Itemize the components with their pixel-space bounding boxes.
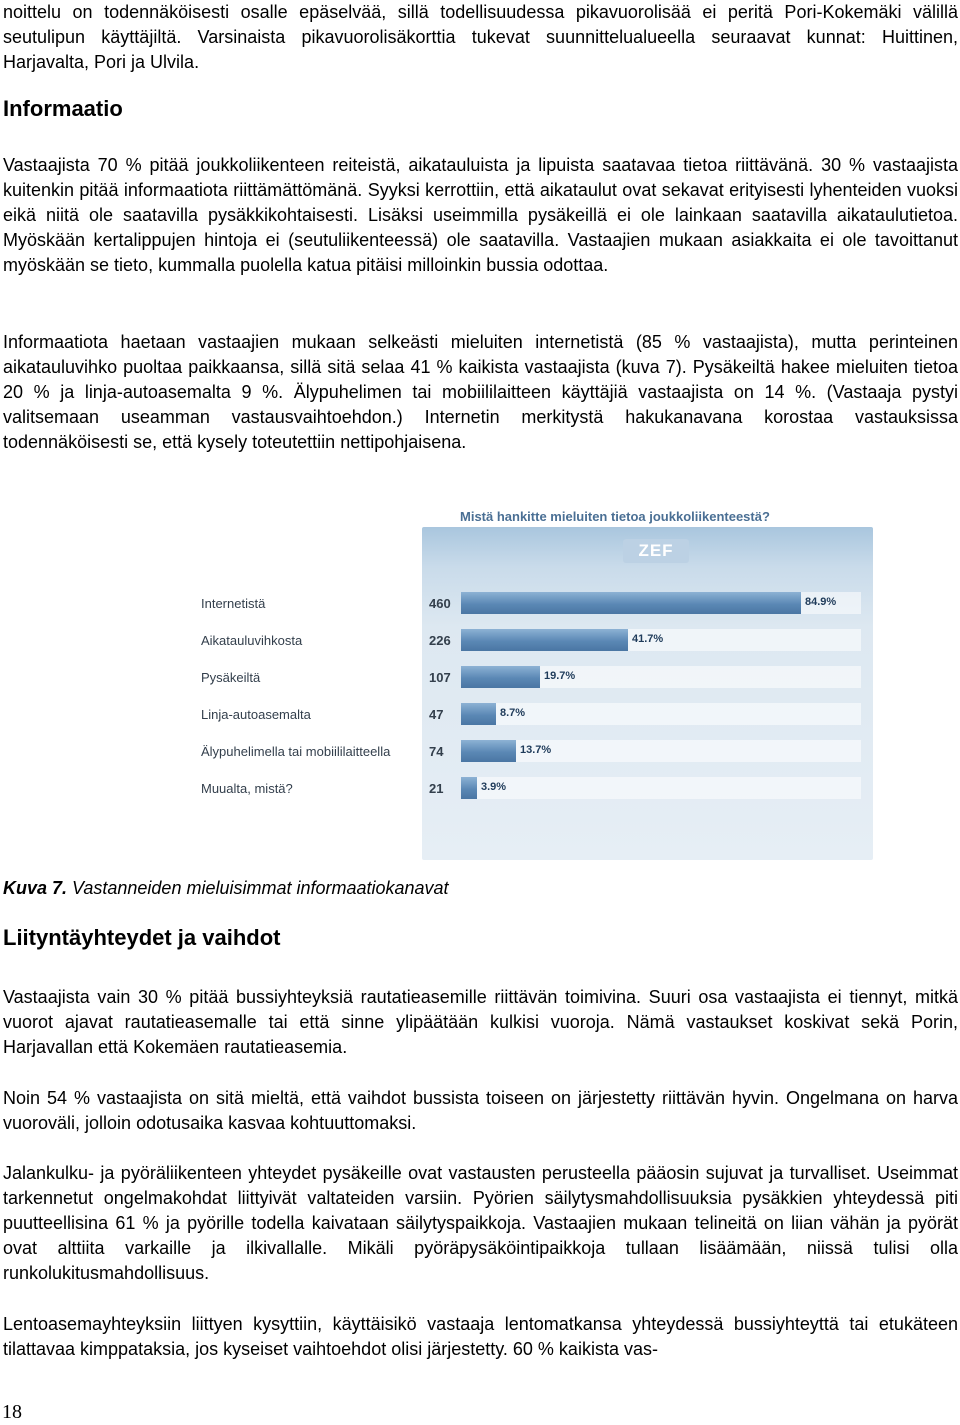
chart-count-label: 107: [429, 670, 451, 685]
paragraph-rail: [3, 985, 958, 1060]
chart-count-label: 74: [429, 744, 444, 759]
chart-panel: [422, 527, 873, 860]
paragraph-channels: [3, 330, 958, 455]
chart-count-label: 460: [429, 596, 451, 611]
section-heading: Informaatio: [3, 96, 123, 121]
chart-bar-track: [461, 703, 861, 725]
chart-count-label: 21: [429, 781, 444, 796]
paragraph-information: [3, 153, 958, 278]
chart-bar-track: [461, 777, 861, 799]
page-number: 18: [2, 1401, 22, 1423]
paragraph-text: Jalankulku- ja pyöräliikenteen yhteydet pysäkeille ovat vastausten perusteella pääosin sujuvat ja turvalliset. Useimmat tarkennetut ongelmakohdat liittyivät valtateiden varsiin. Pyörien säilytysmahdollisuuksia pysäkkien yhteydessä piti puutteellisina 61 % ja pyörille todella kaivataan säilytyspaikkoja. Vastaajien mukaan telineitä on liian vähän ja pyörät ovat alttiita varkaille ja ilkivallalle. Mikäli pyöräpysäköintipaikkoja tullaan lisäämään, niissä tulisi olla runkolukitusmahdollisuus.: [3, 1163, 958, 1283]
zef-logo: ZEF: [623, 539, 689, 563]
chart-bar-track: [461, 740, 861, 762]
chart-bar-track: [461, 592, 861, 614]
chart-category-label: Pysäkeiltä: [201, 670, 261, 685]
chart-category-label: Muualta, mistä?: [201, 781, 293, 796]
chart-bar: [461, 629, 628, 651]
chart-value-label: 3.9%: [481, 781, 507, 793]
chart-category-label: Internetistä: [201, 596, 266, 611]
chart-bar: [461, 777, 477, 799]
chart-bar: [461, 666, 540, 688]
chart-category-label: Aikatauluvihkosta: [201, 633, 303, 648]
paragraph-intro: [3, 0, 958, 75]
chart-bar: [461, 740, 516, 762]
heading-liityntayhteydet: [3, 924, 958, 952]
chart-bar-track: [461, 629, 861, 651]
caption-label: Kuva 7.: [3, 878, 68, 898]
section-heading: Liityntäyhteydet ja vaihdot: [3, 925, 281, 950]
chart-value-label: 13.7%: [520, 744, 552, 756]
information-channels-chart: [195, 505, 873, 860]
heading-informaatio: [3, 95, 958, 123]
figure-caption: [3, 876, 958, 901]
chart-bar-track: [461, 666, 861, 688]
chart-category-label: Älypuhelimella tai mobiililaitteella: [201, 744, 391, 759]
paragraph-text: Vastaajista vain 30 % pitää bussiyhteyksiä rautatieasemille riittävän toimivina. Suuri osa vastaajista ei tiennyt, mitkä vuorot ajavat rautatieasemalle tai että sinne ylipäätään kulkisi vuoroja. Nämä vastaukset koskivat sekä Porin, Harjavallan että Kokemäen rautatieasemia.: [3, 987, 958, 1057]
paragraph-transfers: [3, 1086, 958, 1136]
chart-bar: [461, 592, 801, 614]
paragraph-text: Lentoasemayhteyksiin liittyen kysyttiin, käyttäisikö vastaaja lentomatkansa yhteydessä bussiyhteyttä tai etukäteen tilattavaa kimppataksia, jos kyseiset vaihtoehdot olisi järjestetty. 60 % kaikista vas-: [3, 1314, 958, 1359]
chart-title: Mistä hankitte mieluiten tietoa joukkoliikenteestä?: [460, 509, 770, 524]
paragraph-walking-cycling: [3, 1161, 958, 1286]
paragraph-text: Noin 54 % vastaajista on sitä mieltä, että vaihdot bussista toiseen on järjestetty riittävän hyvin. Ongelmana on harva vuoroväli, jolloin odotusaika kasvaa kohtuuttomaksi.: [3, 1088, 958, 1133]
chart-bar: [461, 703, 496, 725]
paragraph-text: Vastaajista 70 % pitää joukkoliikenteen reiteistä, aikatauluista ja lipuista saatavaa tietoa riittävänä. 30 % vastaajista kuitenkin pitää informaatiota riittämättömänä. Syyksi kerrottiin, että aikataulut ovat sekavat erityisesti lyhenteiden vuoksi eikä niitä ole saatavilla pysäkkikohtaisesti. Lisäksi useimmilla pysäkeillä ei ole lainkaan saatavilla aikataulutietoa. Myöskään kertalippujen hintoja ei (seutuliikenteessä) ole saatavilla. Vastaajien mukaan asiakkaita ei ole tavoittanut myöskään se tieto, kummalla puolella katua pitäisi milloinkin bussia odottaa.: [3, 155, 958, 275]
caption-text: [3, 876, 958, 901]
chart-count-label: 47: [429, 707, 444, 722]
paragraph-text: noittelu on todennäköisesti osalle epäselvää, sillä todellisuudessa pikavuorolisää ei peritä Pori-Kokemäki välillä seutulipun käyttäjiltä. Varsinaista pikavuorolisäkorttia tukevat suunnittelualueella seuraavat kunnat: Huittinen, Harjavalta, Pori ja Ulvila.: [3, 2, 958, 72]
paragraph-text: Informaatiota haetaan vastaajien mukaan selkeästi mieluiten internetistä (85 % vastaajista), mutta perinteinen aikatauluvihko puoltaa paikkaansa, sillä sitä selaa 41 % kaikista vastaajista (kuva 7). Pysäkeiltä hakee mieluiten tietoa 20 % ja linja-autoasemalta 9 %. Älypuhelimen tai mobiililaitteen käyttäjiä vastaajista on 14 %. (Vastaaja pystyi valitsemaan useamman vastausvaihtoehdon.) Internetin merkitystä hakukanavana korostaa vastauksissa todennäköisesti se, että kysely toteutettiin nettipohjaisena.: [3, 332, 958, 452]
chart-value-label: 8.7%: [500, 707, 526, 719]
chart-category-label: Linja-autoasemalta: [201, 707, 311, 722]
chart-value-label: 41.7%: [632, 633, 664, 645]
caption-body: Vastanneiden mieluisimmat informaatiokanavat: [67, 878, 449, 898]
paragraph-airport: [3, 1312, 958, 1362]
chart-value-label: 19.7%: [544, 670, 576, 682]
chart-value-label: 84.9%: [805, 596, 837, 608]
chart-count-label: 226: [429, 633, 451, 648]
